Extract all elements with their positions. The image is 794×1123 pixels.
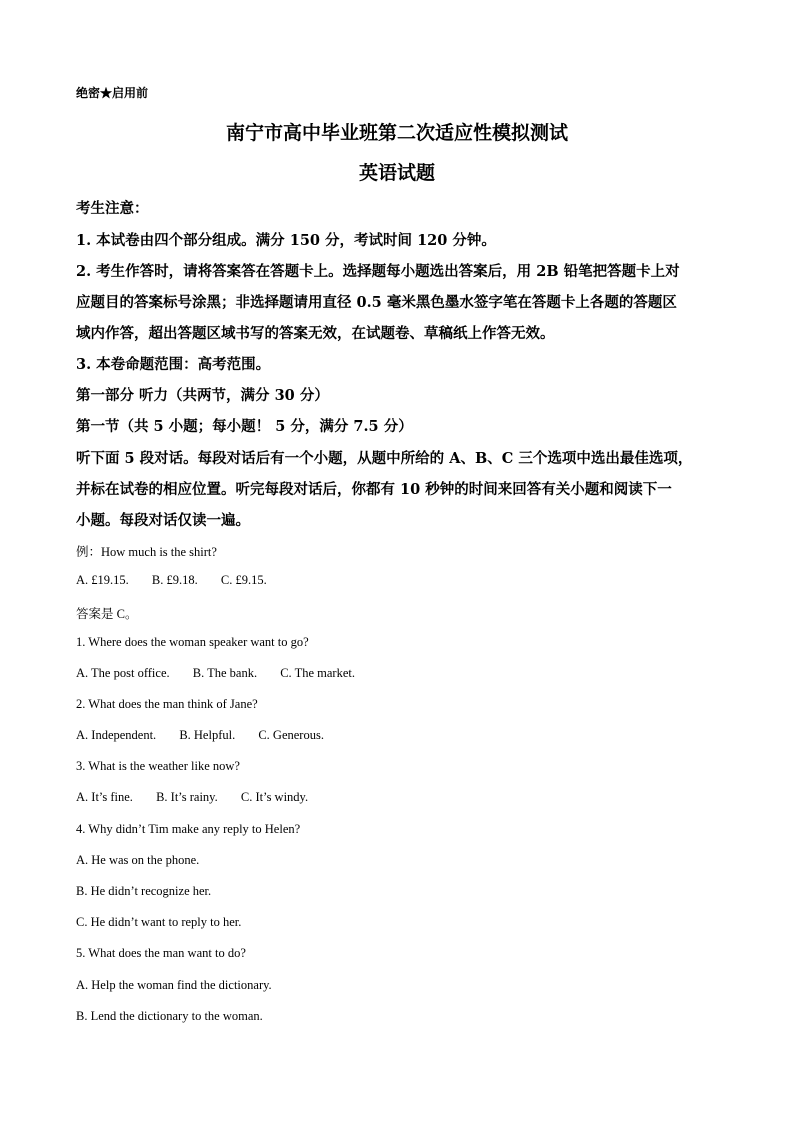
option-b: B. £9.18.: [151, 573, 198, 587]
exam-subtitle: 英语试题: [358, 162, 435, 184]
example-question: 例：How much is the shirt?: [76, 545, 217, 559]
example-options: [76, 573, 267, 588]
section1-title: 第一节（共 5 小题；每小题！ 5 分，满分 7.5 分）: [76, 418, 413, 435]
option-b: B. Helpful.: [179, 728, 236, 742]
option-a: A. It’s fine.: [76, 790, 133, 804]
option-b: B. The bank.: [192, 666, 258, 680]
example-answer: 答案是 C。: [76, 607, 138, 621]
question-text: 1. Where does the woman speaker want to go?: [76, 635, 309, 649]
option-c: C. He didn’t want to reply to her.: [76, 915, 242, 929]
notice-item: 3. 本卷命题范围：高考范围。: [76, 356, 271, 373]
notice-item: 2. 考生作答时，请将答案答在答题卡上。选择题每小题选出答案后，用 2B 铅笔把答题卡上对: [76, 263, 680, 280]
option-a: A. He was on the phone.: [76, 853, 200, 867]
option-c: C. It’s windy.: [240, 790, 309, 804]
option-b: B. Lend the dictionary to the woman.: [76, 1009, 263, 1023]
question-text: 5. What does the man want to do?: [76, 946, 246, 960]
part1-title: 第一部分 听力（共两节，满分 30 分）: [76, 387, 329, 404]
option-c: C. Generous.: [258, 728, 324, 742]
question-options: [76, 666, 355, 681]
question-options: [76, 790, 308, 805]
option-a: A. Help the woman find the dictionary.: [76, 978, 272, 992]
secret-label: 绝密★启用前: [76, 86, 149, 100]
notice-item: 域内作答，超出答题区域书写的答案无效，在试题卷、草稿纸上作答无效。: [76, 325, 555, 342]
option-c: C. £9.15.: [220, 573, 267, 587]
exam-title: 南宁市高中毕业班第二次适应性模拟测试: [225, 122, 568, 144]
notice-heading: 考生注意：: [76, 200, 149, 217]
question-text: 2. What does the man think of Jane?: [76, 697, 258, 711]
question-options: [76, 728, 324, 743]
instruction-line: 听下面 5 段对话。每段对话后有一个小题，从题中所给的 A、B、C 三个选项中选出最佳选项，: [76, 450, 693, 467]
option-b: B. It’s rainy.: [156, 790, 218, 804]
notice-item: 1. 本试卷由四个部分组成。满分 150 分，考试时间 120 分钟。: [76, 232, 496, 249]
instruction-line: 小题。每段对话仅读一遍。: [76, 512, 250, 529]
question-text: 4. Why didn’t Tim make any reply to Helen?: [76, 822, 301, 836]
option-b: B. He didn’t recognize her.: [76, 884, 212, 898]
option-a: A. £19.15.: [76, 573, 129, 587]
question-text: 3. What is the weather like now?: [76, 759, 240, 773]
notice-item: 应题目的答案标号涂黑；非选择题请用直径 0.5 毫米黑色墨水签字笔在答题卡上各题的答题区: [76, 294, 677, 311]
option-a: A. Independent.: [76, 728, 157, 742]
option-a: A. The post office.: [76, 666, 170, 680]
instruction-line: 并标在试卷的相应位置。听完每段对话后，你都有 10 秒钟的时间来回答有关小题和阅读下一: [76, 481, 672, 498]
option-c: C. The market.: [280, 666, 355, 680]
